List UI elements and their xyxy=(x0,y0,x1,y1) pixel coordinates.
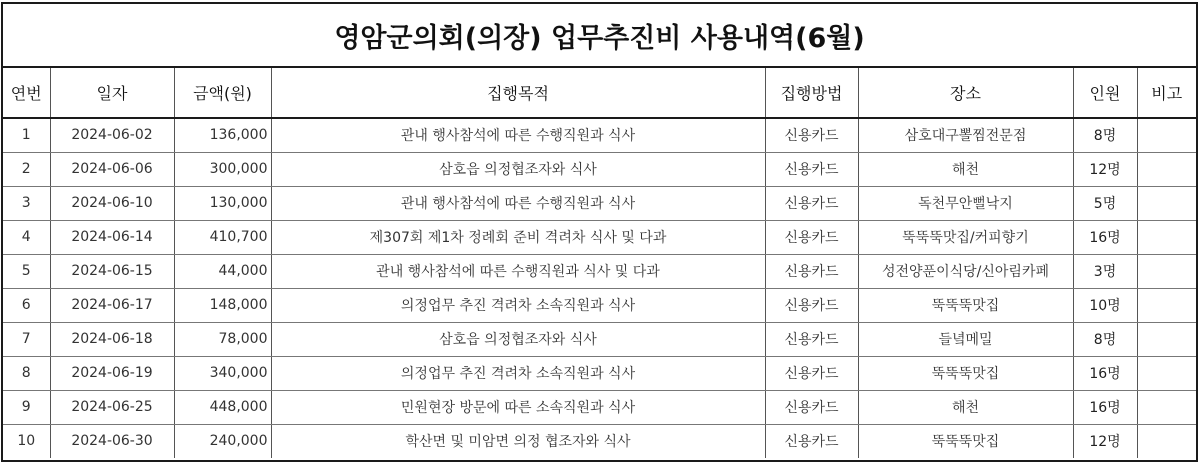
cell-no: 10 xyxy=(3,424,50,458)
cell-people: 16명 xyxy=(1073,356,1137,390)
cell-method: 신용카드 xyxy=(765,288,858,322)
cell-amount: 240,000 xyxy=(174,424,271,458)
column-header-note: 비고 xyxy=(1137,68,1196,118)
column-header-place: 장소 xyxy=(858,68,1073,118)
cell-note xyxy=(1137,254,1196,288)
cell-note xyxy=(1137,220,1196,254)
cell-amount: 44,000 xyxy=(174,254,271,288)
cell-amount: 448,000 xyxy=(174,390,271,424)
cell-note xyxy=(1137,186,1196,220)
cell-people: 16명 xyxy=(1073,390,1137,424)
cell-purpose: 관내 행사참석에 따른 수행직원과 식사 및 다과 xyxy=(271,254,765,288)
cell-amount: 300,000 xyxy=(174,152,271,186)
cell-people: 5명 xyxy=(1073,186,1137,220)
cell-note xyxy=(1137,322,1196,356)
cell-date: 2024-06-18 xyxy=(50,322,174,356)
cell-method: 신용카드 xyxy=(765,152,858,186)
cell-method: 신용카드 xyxy=(765,424,858,458)
cell-note xyxy=(1137,118,1196,152)
table-row xyxy=(3,424,1196,458)
cell-no: 1 xyxy=(3,118,50,152)
cell-amount: 130,000 xyxy=(174,186,271,220)
cell-method: 신용카드 xyxy=(765,322,858,356)
table-row xyxy=(3,254,1196,288)
cell-date: 2024-06-10 xyxy=(50,186,174,220)
table-row xyxy=(3,220,1196,254)
cell-people: 8명 xyxy=(1073,322,1137,356)
cell-place: 뚝뚝뚝맛집 xyxy=(858,288,1073,322)
cell-place: 성전양푼이식당/신아림카페 xyxy=(858,254,1073,288)
column-header-method: 집행방법 xyxy=(765,68,858,118)
cell-no: 8 xyxy=(3,356,50,390)
cell-date: 2024-06-06 xyxy=(50,152,174,186)
cell-no: 7 xyxy=(3,322,50,356)
column-header-amount: 금액(원) xyxy=(174,68,271,118)
cell-method: 신용카드 xyxy=(765,220,858,254)
expense-table xyxy=(3,68,1196,458)
cell-amount: 410,700 xyxy=(174,220,271,254)
cell-method: 신용카드 xyxy=(765,254,858,288)
column-header-purpose: 집행목적 xyxy=(271,68,765,118)
cell-place: 삼호대구뽈찜전문점 xyxy=(858,118,1073,152)
cell-method: 신용카드 xyxy=(765,118,858,152)
column-header-date: 일자 xyxy=(50,68,174,118)
cell-date: 2024-06-19 xyxy=(50,356,174,390)
column-header-people: 인원 xyxy=(1073,68,1137,118)
cell-people: 10명 xyxy=(1073,288,1137,322)
cell-place: 독천무안뻘낙지 xyxy=(858,186,1073,220)
table-row xyxy=(3,152,1196,186)
cell-note xyxy=(1137,356,1196,390)
cell-people: 16명 xyxy=(1073,220,1137,254)
cell-note xyxy=(1137,390,1196,424)
cell-no: 9 xyxy=(3,390,50,424)
table-body xyxy=(3,118,1196,458)
cell-date: 2024-06-14 xyxy=(50,220,174,254)
cell-place: 뚝뚝뚝맛집 xyxy=(858,356,1073,390)
cell-note xyxy=(1137,288,1196,322)
cell-date: 2024-06-30 xyxy=(50,424,174,458)
table-row xyxy=(3,118,1196,152)
cell-people: 12명 xyxy=(1073,424,1137,458)
cell-purpose: 삼호읍 의정협조자와 식사 xyxy=(271,322,765,356)
cell-place: 해천 xyxy=(858,152,1073,186)
header-row xyxy=(3,68,1196,118)
cell-purpose: 삼호읍 의정협조자와 식사 xyxy=(271,152,765,186)
cell-note xyxy=(1137,152,1196,186)
cell-purpose: 관내 행사참석에 따른 수행직원과 식사 xyxy=(271,186,765,220)
cell-method: 신용카드 xyxy=(765,186,858,220)
cell-people: 8명 xyxy=(1073,118,1137,152)
cell-no: 2 xyxy=(3,152,50,186)
cell-no: 6 xyxy=(3,288,50,322)
sheet-title: 영암군의회(의장) 업무추진비 사용내역(6월) xyxy=(3,4,1196,68)
cell-place: 뚝뚝뚝맛집 xyxy=(858,424,1073,458)
cell-purpose: 민원현장 방문에 따른 소속직원과 식사 xyxy=(271,390,765,424)
cell-people: 12명 xyxy=(1073,152,1137,186)
table-row xyxy=(3,288,1196,322)
cell-purpose: 관내 행사참석에 따른 수행직원과 식사 xyxy=(271,118,765,152)
cell-no: 3 xyxy=(3,186,50,220)
cell-no: 5 xyxy=(3,254,50,288)
cell-amount: 78,000 xyxy=(174,322,271,356)
table-row xyxy=(3,356,1196,390)
cell-method: 신용카드 xyxy=(765,390,858,424)
cell-people: 3명 xyxy=(1073,254,1137,288)
cell-date: 2024-06-02 xyxy=(50,118,174,152)
cell-place: 뚝뚝뚝맛집/커피향기 xyxy=(858,220,1073,254)
cell-date: 2024-06-17 xyxy=(50,288,174,322)
cell-purpose: 의정업무 추진 격려차 소속직원과 식사 xyxy=(271,288,765,322)
cell-date: 2024-06-15 xyxy=(50,254,174,288)
cell-amount: 340,000 xyxy=(174,356,271,390)
cell-place: 들녘메밀 xyxy=(858,322,1073,356)
table-row xyxy=(3,390,1196,424)
cell-purpose: 학산면 및 미암면 의정 협조자와 식사 xyxy=(271,424,765,458)
cell-no: 4 xyxy=(3,220,50,254)
cell-method: 신용카드 xyxy=(765,356,858,390)
cell-amount: 148,000 xyxy=(174,288,271,322)
cell-date: 2024-06-25 xyxy=(50,390,174,424)
cell-amount: 136,000 xyxy=(174,118,271,152)
column-header-no: 연번 xyxy=(3,68,50,118)
table-row xyxy=(3,322,1196,356)
cell-purpose: 의정업무 추진 격려차 소속직원과 식사 xyxy=(271,356,765,390)
cell-note xyxy=(1137,424,1196,458)
cell-place: 해천 xyxy=(858,390,1073,424)
table-row xyxy=(3,186,1196,220)
expense-sheet xyxy=(1,2,1198,462)
cell-purpose: 제307회 제1차 정례회 준비 격려차 식사 및 다과 xyxy=(271,220,765,254)
